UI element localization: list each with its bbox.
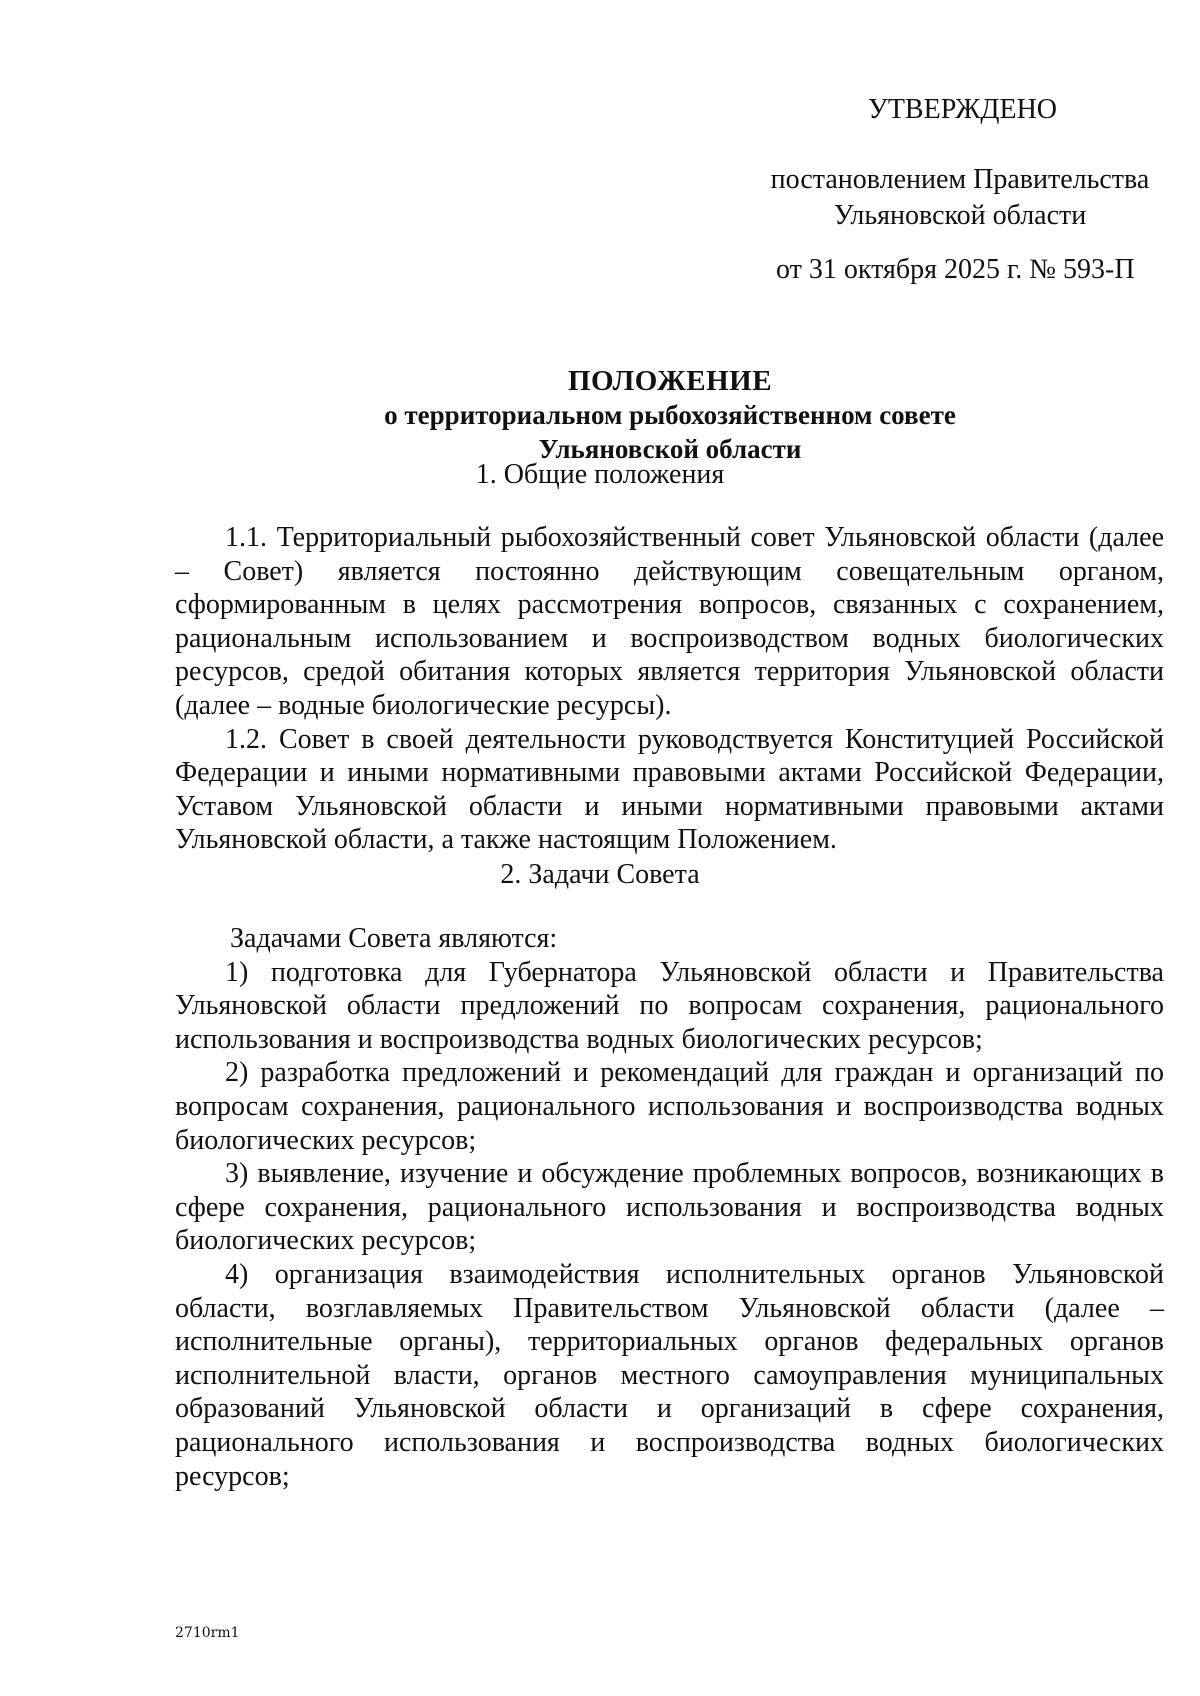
task-item-3: 3) выявление, изучение и обсуждение проблемных вопросов, возникающих в сфере сохранения, рационального использования и воспроизводства водных биологических ресурсов;: [175, 1158, 1164, 1257]
section-1-heading: 1. Общие положения: [475, 459, 725, 490]
section-2-body: [175, 922, 1164, 1493]
tasks-intro: Задачами Совета являются:: [230, 923, 558, 954]
decree-reference: [770, 162, 1150, 234]
decree-line-2: Ульяновской области: [833, 200, 1087, 231]
decree-line-1: постановлением Правительства: [770, 164, 1150, 195]
task-item-2: 2) разработка предложений и рекомендаций для граждан и организаций по вопросам сохранения, рационального использования и воспроизводства водных биологических ресурсов;: [175, 1057, 1164, 1156]
paragraph-1-2: 1.2. Совет в своей деятельности руководствуется Конституцией Российской Федерации и иными нормативными правовыми актами Российской Федерации, Уставом Ульяновской области и иными нормативными правовыми актами Ульяновской области, а также настоящим Положением.: [175, 723, 1164, 856]
document-title: [300, 364, 1040, 466]
task-item-1: 1) подготовка для Губернатора Ульяновской области и Правительства Ульяновской области предложений по вопросам сохранения, рационального использования и воспроизводства водных биологических ресурсов;: [175, 956, 1164, 1055]
document-code: 2710rm1: [175, 1625, 240, 1641]
task-item-4: 4) организация взаимодействия исполнительных органов Ульяновской области, возглавляемых Правительством Ульяновской области (далее – исполнительные органы), территориальных органов федеральных органов исполнительной власти, органов местного самоуправления муниципальных образований Ульяновской области и организаций в сфере сохранения, рационального использования и воспроизводства водных биологических ресурсов;: [175, 1258, 1164, 1492]
approved-label: УТВЕРЖДЕНО: [868, 94, 1058, 125]
section-1-body: [175, 521, 1164, 857]
section-2-heading: 2. Задачи Совета: [500, 859, 700, 890]
title-line-2: о территориальном рыбохозяйственном совете: [384, 400, 956, 430]
title-line-3: Ульяновской области: [538, 434, 802, 464]
title-main: ПОЛОЖЕНИЕ: [567, 365, 773, 397]
decree-date: от 31 октября 2025 г. № 593-П: [776, 254, 1135, 285]
paragraph-1-1: 1.1. Территориальный рыбохозяйственный совет Ульяновской области (далее – Совет) является постоянно действующим совещательным органом, сформированным в целях рассмотрения вопросов, связанных с сохранением, рациональным использованием и воспроизводством водных биологических ресурсов, средой обитания которых является территория Ульяновской области (далее – водные биологические ресурсы).: [175, 522, 1164, 721]
